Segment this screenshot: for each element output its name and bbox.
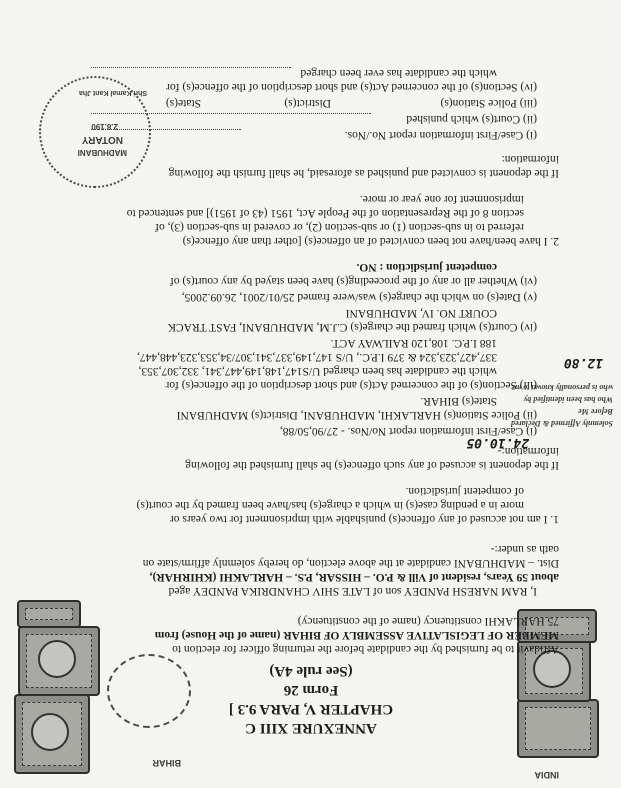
- item1-case-fir: (i) Case/First information report No/Nos. - 27/90,50/88,: [279, 425, 537, 437]
- handwritten-date: 24.10.05: [466, 435, 529, 450]
- item1-charge-dates: (v) Date(s) on which the charge(s) was/were framed 25/01/2001, 26.09.2005,: [181, 291, 537, 303]
- deponent-line-2: about 59 Years, resident of Vill & P.O. – HISSAR, P.S. – HARLAKHI (KHIRHAR),: [149, 571, 559, 583]
- deponent-line-3: Dist. – MADHUBANI candidate at the above election, do hereby solemnly affirm/state on: [142, 557, 559, 569]
- item1-sections-4: 188 I.P.C. 108,120 RAILWAY ACT.: [330, 337, 497, 349]
- para2-line-4: imprisonment for one year or more.: [359, 193, 524, 205]
- para2-line-3: section 8 of the Representation of the People Act, 1951 (43 of 1951)] and sentenced to: [126, 207, 524, 219]
- rule-reference: (See rule 4A): [269, 663, 353, 679]
- stamp-country-text: INDIA: [534, 770, 559, 780]
- para1-line-2: more in a pending case(s) in which a charge(s) has/have been framed by the court(s): [136, 499, 524, 511]
- notary-word: NOTARY: [81, 134, 123, 145]
- notary-known: who is personally known to me: [511, 383, 613, 392]
- item2-sections: (iv) Section(s) of the concerned Act(s) and short description of the offence(s) for: [166, 81, 537, 93]
- item1-sections: (iii) Section(s) of the concerned Act(s) and short description of the offence(s) for: [165, 379, 537, 391]
- court-fee-stamp-right: [14, 694, 90, 774]
- notary-attest: Solemnly Affirmed & Declared: [511, 419, 613, 428]
- form-number: Form 26: [283, 682, 339, 698]
- para2-line-2: referred to in sub-section (1) or sub-section (2), or covered in sub-section (3), of: [155, 221, 524, 233]
- item1-court: (iv) Court(s) which framed the charge(s) C.J.M, MADHUBANI, FAST TRACK: [167, 321, 537, 333]
- item1-sections-3: 337,427,323,324 & 379 I.P.C., U/S 147,149,337,341,307/34,353,323,448,447,: [136, 351, 497, 363]
- notary-reg: 2.8.190: [91, 122, 118, 131]
- item1-court-2: COURT NO. IV, MADHUBANI: [345, 307, 497, 319]
- item2-sections-2: which the candidate has ever been charged: [300, 67, 497, 79]
- notary-identified: Who has been identified by: [523, 395, 613, 404]
- item1-police-station: (ii) Police Station(s) HARLAKHI, MADHUBANI, District(s) MADHUBANI: [176, 409, 537, 421]
- deponent-line-4: oath as under:-: [490, 543, 559, 555]
- item1-stayed-2: competent jurisdiction : NO.: [356, 261, 497, 273]
- item2-police-station: (iii) Police Station(s): [440, 97, 537, 109]
- item1-state: State(s) BIHAR.: [420, 395, 497, 407]
- postmark-text: BIHAR: [152, 758, 181, 768]
- item1-stayed: (vi) Whether all or any of the proceeding(s) have been stayed by any court(s) of: [169, 275, 537, 287]
- item2-case-fir: (i) Case/First information report No./Nos.: [344, 129, 537, 141]
- item2-state: State(s): [165, 97, 201, 109]
- handwritten-time: 12.80: [563, 355, 603, 370]
- intro-line-1: Affidavit to be furnished by the candidate before the returning officer for election to: [172, 643, 559, 655]
- postmark-seal: [107, 654, 191, 728]
- para1b-line-2: information:-: [497, 445, 559, 457]
- court-fee-stamp-right-2: [18, 626, 100, 696]
- para2-line-1: 2. I have been/have not been convicted of an offence(s) [other than any offence(s): [182, 235, 559, 247]
- para1-line-1: 1. I am not accused of any offence(s) punishable with imprisonment for two years or: [169, 513, 559, 525]
- court-fee-stamp-left: [517, 699, 599, 758]
- item1-sections-2: which the candidate has been charged U/S147,148,149,447,341, 332,307,353,: [138, 365, 497, 377]
- notary-before: Before Me: [578, 407, 613, 416]
- para2b-line-1: If the deponent is convicted and punished as aforesaid, he shall furnish the following: [168, 167, 559, 179]
- chapter-heading: CHAPTER V, PARA 9.3 ]: [228, 701, 394, 717]
- para2b-line-2: information:: [501, 153, 559, 165]
- notary-name: Shri Kamal Kant Jha: [78, 89, 147, 96]
- annexure-heading: ANNEXURE XIII C: [245, 720, 377, 736]
- court-fee-stamp-right-3: [17, 600, 81, 628]
- deponent-line-1: I, RAM NARESH PANDEY son of LATE SHIV CHANDRIKA PANDEY aged: [168, 585, 537, 597]
- notary-place: MADHUBANI: [77, 148, 127, 157]
- para1b-line-1: If the deponent is accused of any such offence(s) he shall furnished the following: [185, 459, 559, 471]
- intro-line-3: 75 HARLAKHI constituency (name of the constituency): [297, 615, 559, 627]
- para1-line-3: of competent jurisdiction.: [405, 485, 524, 497]
- intro-line-2: MEMBER OF LEGISLATIVE ASSEMBLY OF BIHAR (name of the House) from: [154, 629, 559, 641]
- item2-sections-blank: [91, 67, 291, 68]
- item2-district: District(s): [284, 97, 331, 109]
- item2-court: (ii) Court(s) which punished: [406, 113, 537, 125]
